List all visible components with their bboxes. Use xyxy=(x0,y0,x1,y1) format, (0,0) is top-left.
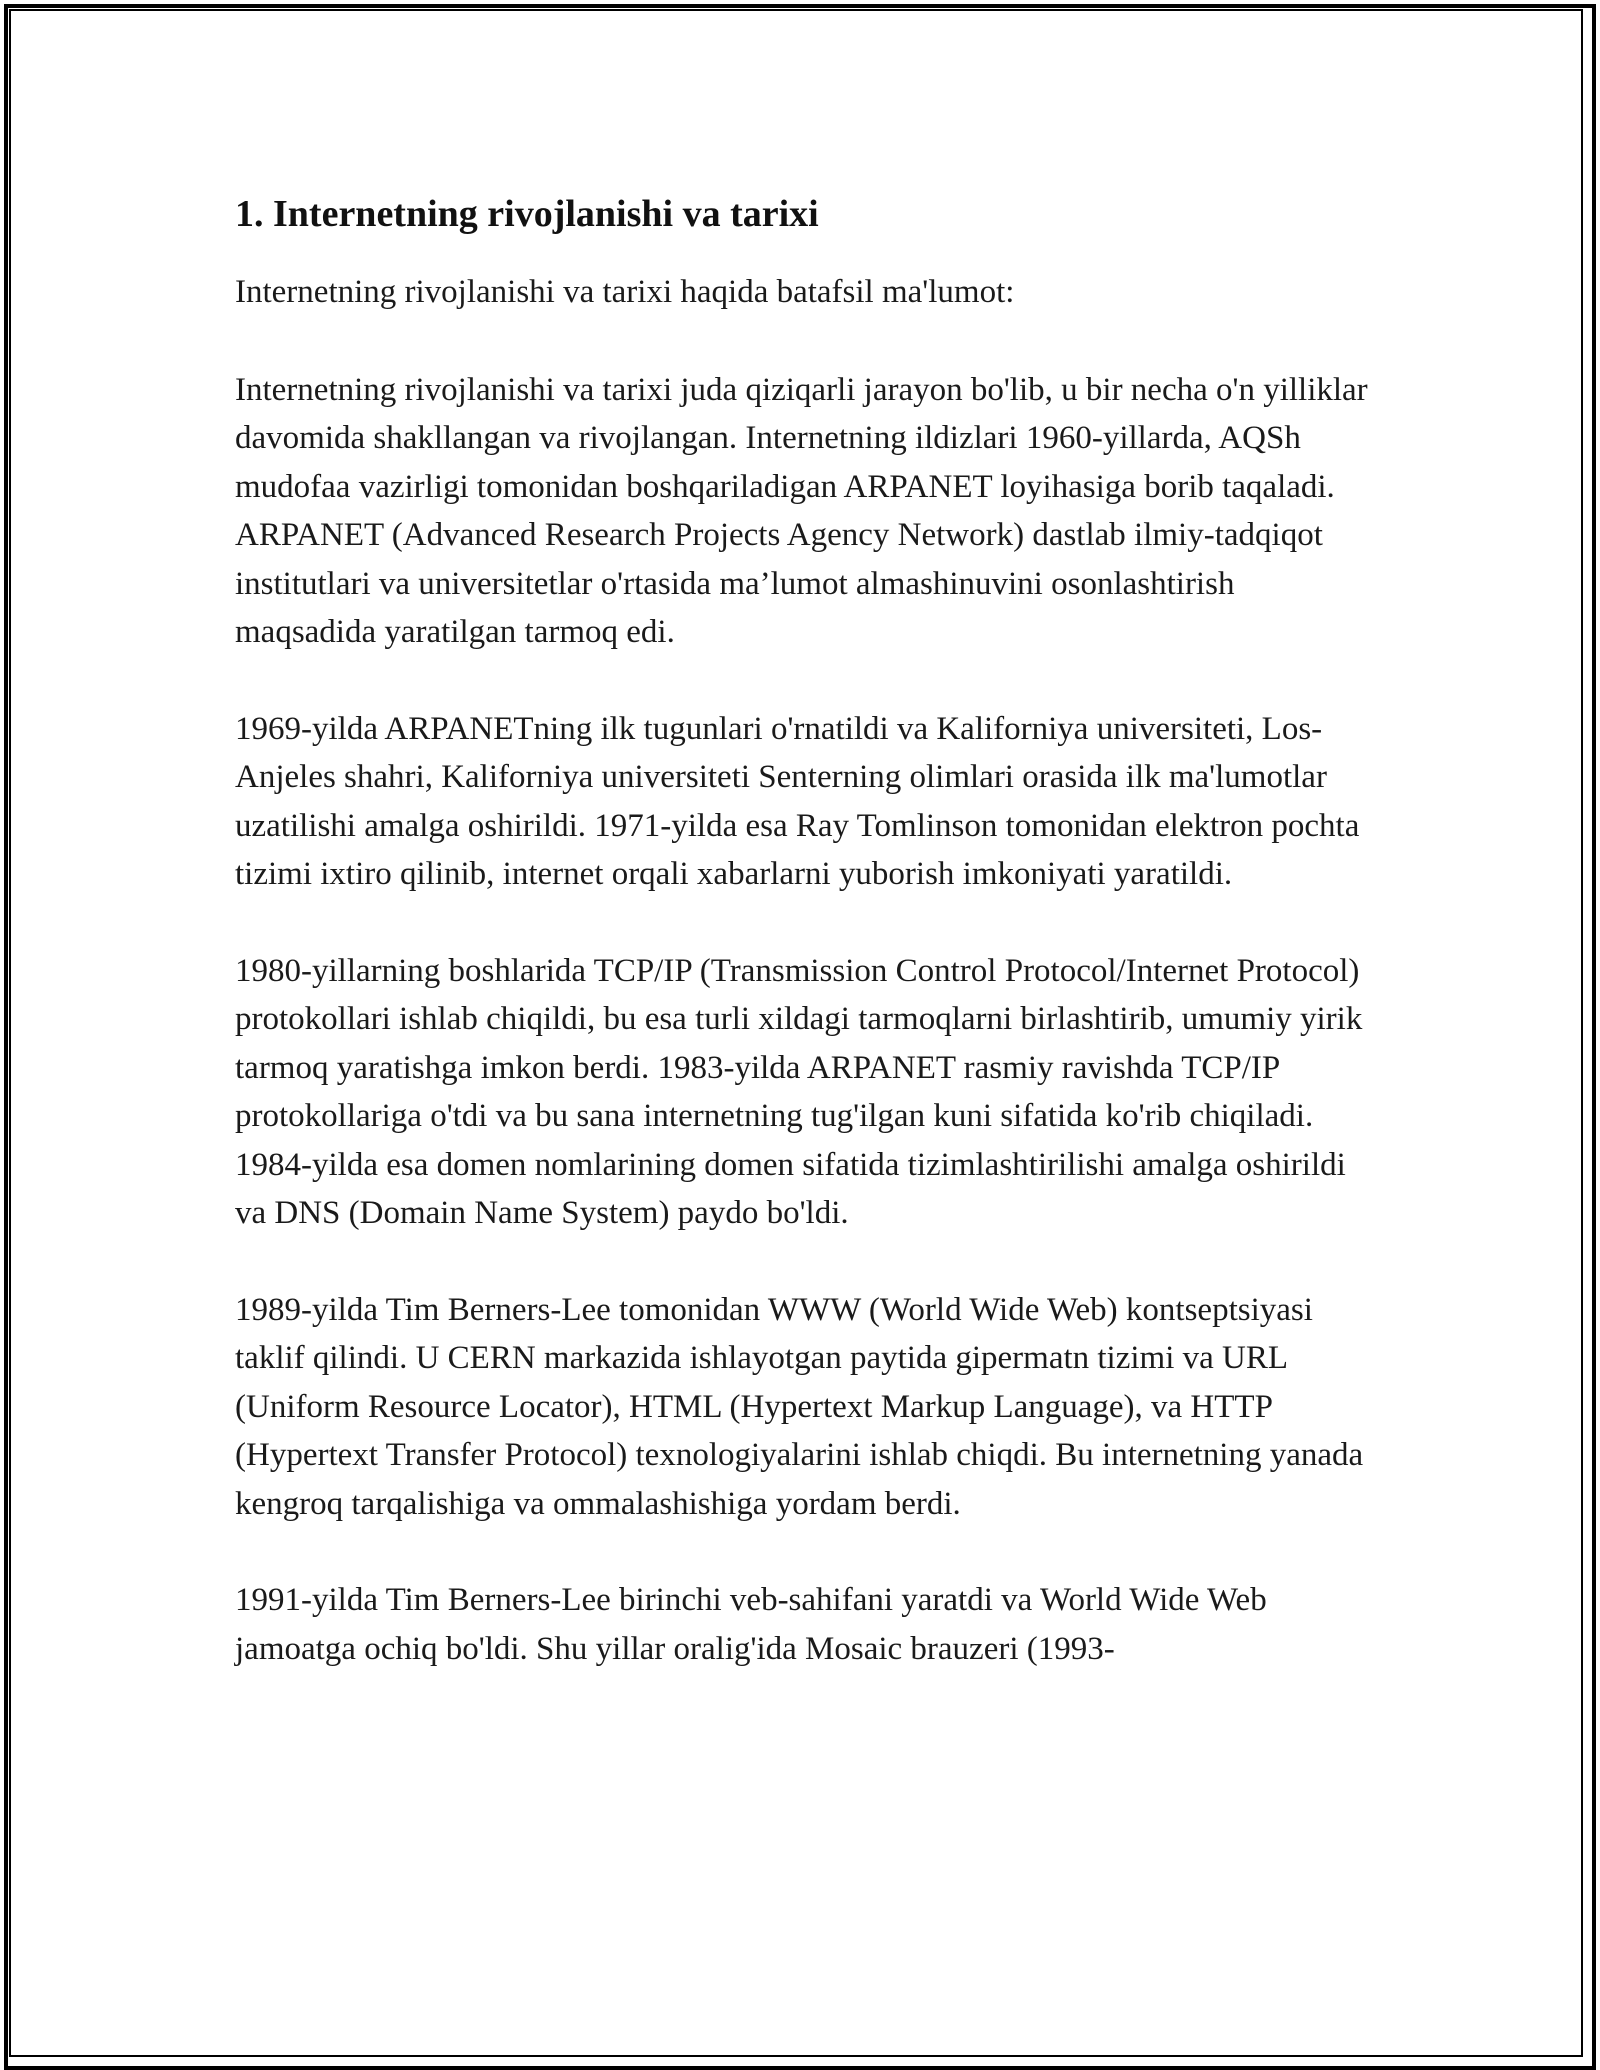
document-body xyxy=(235,188,1375,1721)
paragraph-tcp-ip-dns: 1980-yillarning boshlarida TCP/IP (Transmission Control Protocol/Internet Protocol) protokollari ishlab chiqildi, bu esa turli xildagi tarmoqlarni birlashtirib, umumiy yirik tarmoq yaratishga imkon berdi. 1983-yilda ARPANET rasmiy ravishda TCP/IP protokollariga o'tdi va bu sana internetning tug'ilgan kuni sifatida ko'rib chiqiladi. 1984-yilda esa domen nomlarining domen sifatida tizimlashtirilishi amalga oshirildi va DNS (Domain Name System) paydo bo'ldi. xyxy=(235,952,1363,1231)
paragraph-www: 1989-yilda Tim Berners-Lee tomonidan WWW (World Wide Web) kontseptsiyasi taklif qilindi. U CERN markazida ishlayotgan paytida gipermatn tizimi va URL (Uniform Resource Locator), HTML (Hypertext Markup Language), va HTTP (Hypertext Transfer Protocol) texnologiyalarini ishlab chiqdi. Bu internetning yanada kengroq tarqalishiga va ommalashishiga yordam berdi. xyxy=(235,1291,1364,1522)
paragraph-first-website: 1991-yilda Tim Berners-Lee birinchi veb-sahifani yaratdi va World Wide Web jamoatga ochiq bo'ldi. Shu yillar oralig'ida Mosaic brauzeri (1993- xyxy=(235,1582,1267,1667)
intro-paragraph: Internetning rivojlanishi va tarixi haqida batafsil ma'lumot: xyxy=(235,274,1015,310)
paragraph-arpanet-origins: Internetning rivojlanishi va tarixi juda qiziqarli jarayon bo'lib, u bir necha o'n yilliklar davomida shakllangan va rivojlangan. Internetning ildizlari 1960-yillarda, AQSh mudofaa vazirligi tomonidan boshqariladigan ARPANET loyihasiga borib taqaladi. ARPANET (Advanced Research Projects Agency Network) dastlab ilmiy-tadqiqot institutlari va universitetlar o'rtasida ma’lumot almashinuvini osonlashtirish maqsadida yaratilgan tarmoq edi. xyxy=(235,371,1368,650)
paragraph-1969-1971: 1969-yilda ARPANETning ilk tugunlari o'rnatildi va Kaliforniya universiteti, Los-Anjeles shahri, Kaliforniya universiteti Senterning olimlari orasida ilk ma'lumotlar uzatilishi amalga oshirildi. 1971-yilda esa Ray Tomlinson tomonidan elektron pochta tizimi ixtiro qilinib, internet orqali xabarlarni yuborish imkoniyati yaratildi. xyxy=(235,710,1360,892)
page-title: 1. Internetning rivojlanishi va tarixi xyxy=(235,193,819,235)
